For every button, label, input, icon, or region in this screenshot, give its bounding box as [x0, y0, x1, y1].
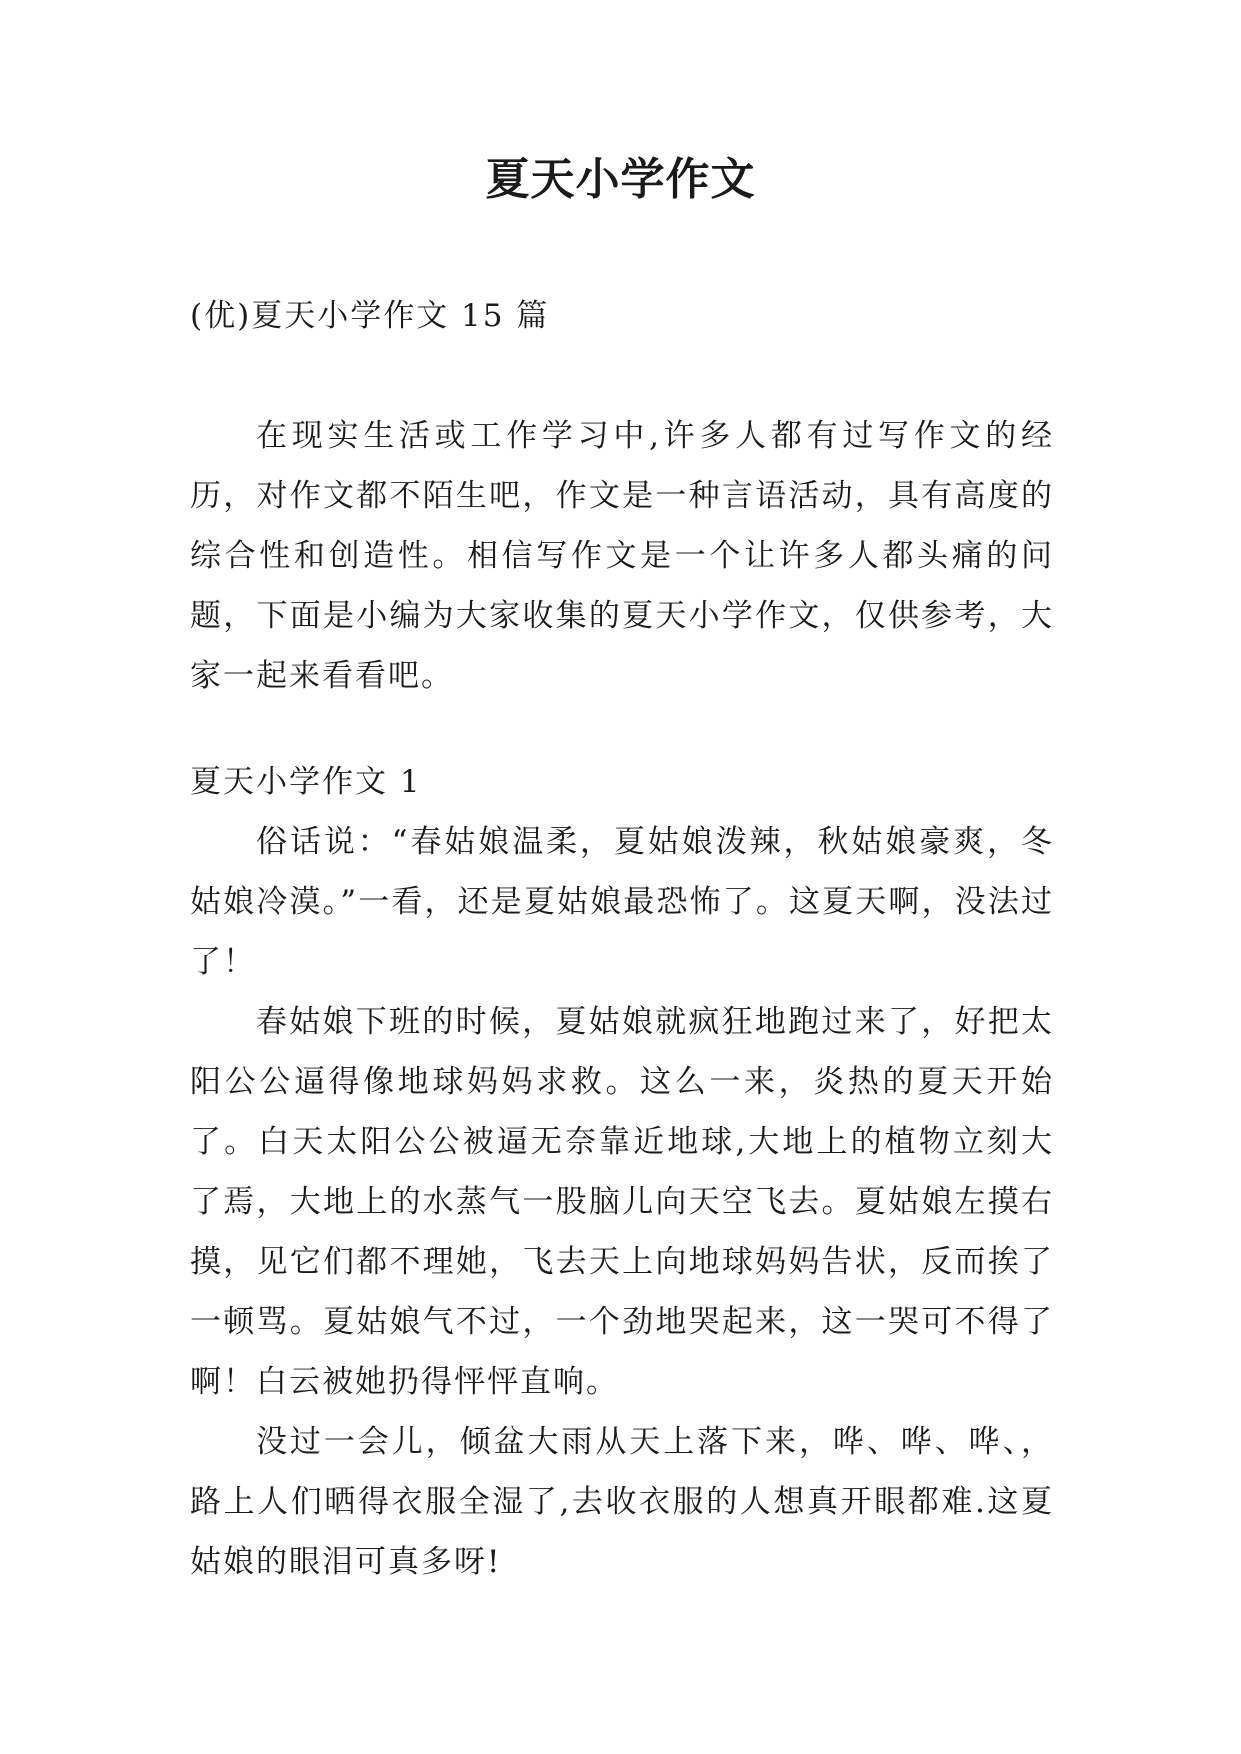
section-heading: 夏天小学作文 1: [190, 764, 422, 800]
essay-paragraph-2: 春姑娘下班的时候，夏姑娘就疯狂地跑过来了，好把太阳公公逼得像地球妈妈求救。这么一来，炎热的夏天开始了。白天太阳公公被逼无奈靠近地球,大地上的植物立刻大了焉，大地上的水蒸气一股脑儿向天空飞去。夏姑娘左摸右摸，见它们都不理她，飞去天上向地球妈妈告状，反而挨了一顿骂。夏姑娘气不过，一个劲地哭起来，这一哭可不得了啊！白云被她扔得怦怦直响。: [190, 1004, 1054, 1400]
document-title: 夏天小学作文: [485, 154, 756, 205]
intro-paragraph: 在现实生活或工作学习中,许多人都有过写作文的经历，对作文都不陌生吧，作文是一种言语活动，具有高度的综合性和创造性。相信写作文是一个让许多人都头痛的问题，下面是小编为大家收集的夏天小学作文，仅供参考，大家一起来看看吧。: [190, 418, 1054, 694]
essay-paragraph-1: 俗话说：“春姑娘温柔，夏姑娘泼辣，秋姑娘豪爽，冬姑娘冷漠。”一看，还是夏姑娘最恐怖了。这夏天啊，没法过了！: [190, 824, 1054, 980]
document-subtitle: (优)夏天小学作文 15 篇: [190, 298, 550, 334]
essay-paragraph-3: 没过一会儿，倾盆大雨从天上落下来，哗、哗、哗、，路上人们晒得衣服全湿了,去收衣服的人想真开眼都难.这夏姑娘的眼泪可真多呀!: [190, 1424, 1054, 1580]
